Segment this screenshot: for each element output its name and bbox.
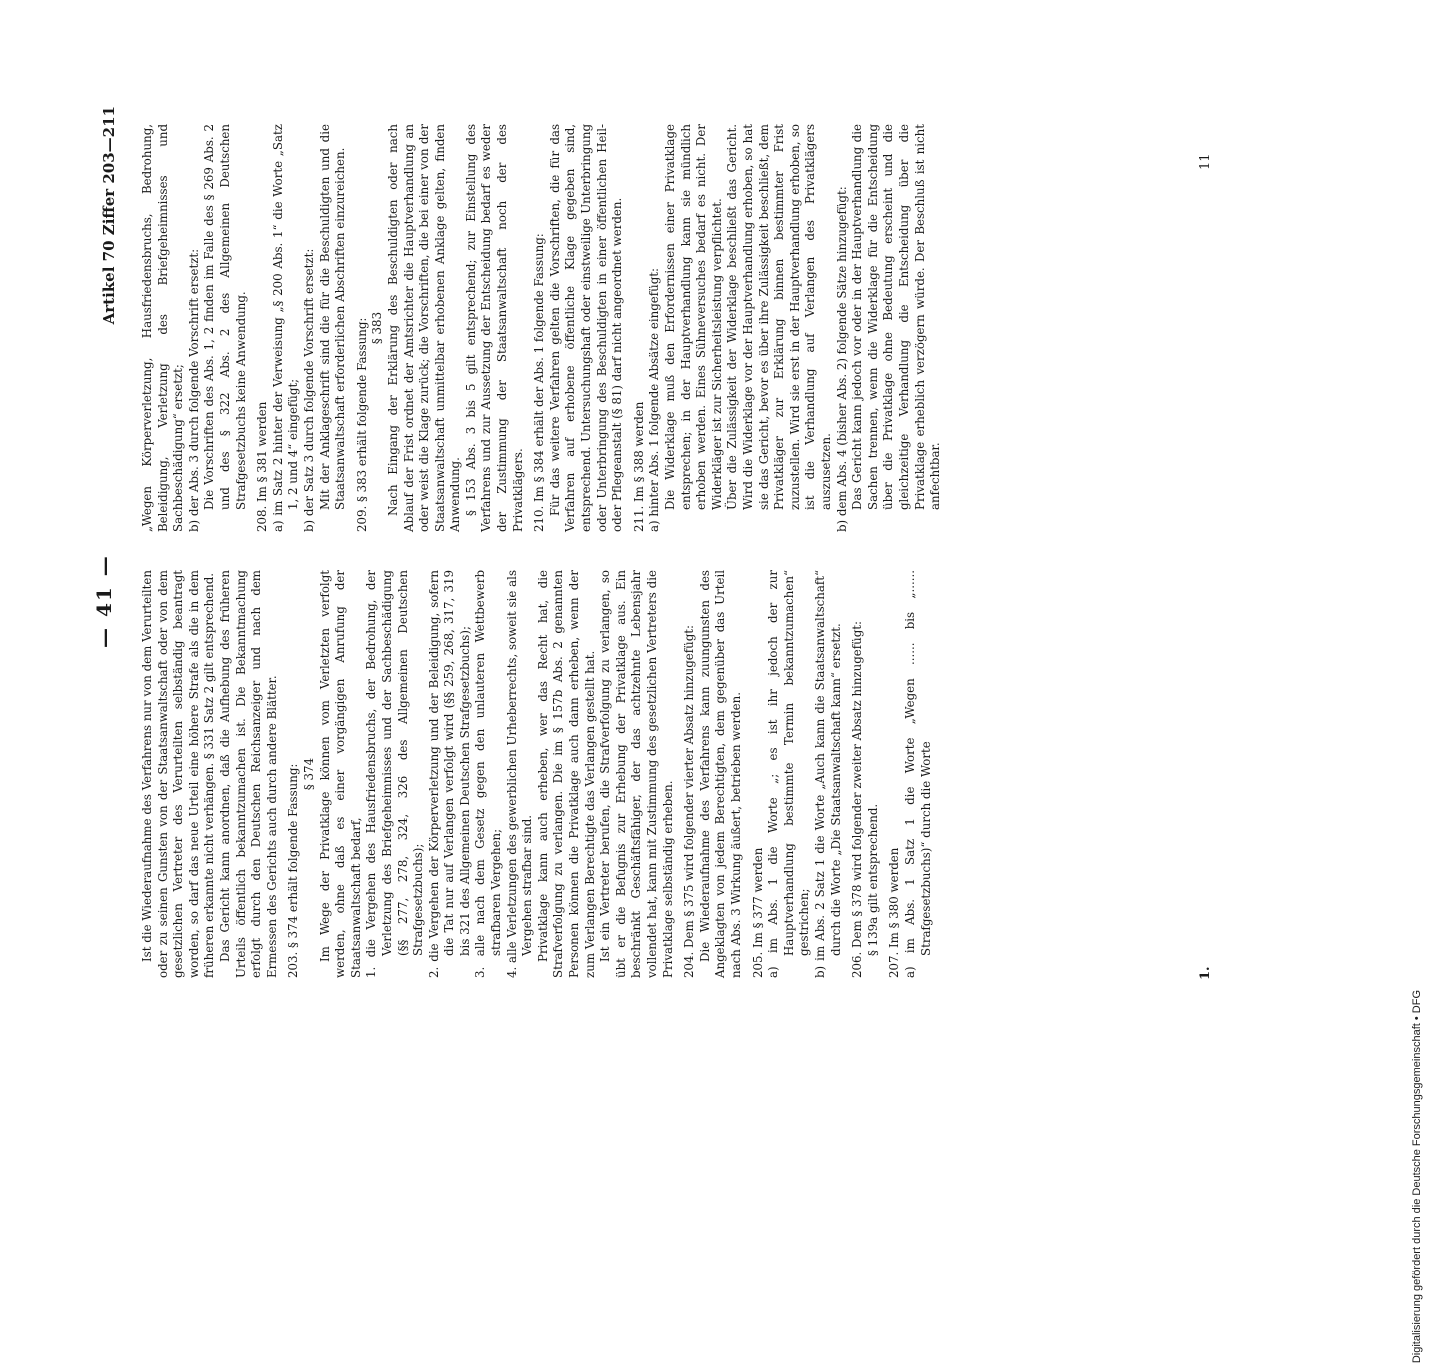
- right-column-paragraph: a) im Satz 2 hinter der Verweisung „§ 200 Abs. 1“ die Worte „Satz 1, 2 und 4“ eingefügt;: [270, 124, 301, 532]
- right-column-paragraph: 211. Im § 388 werden: [631, 401, 646, 532]
- left-column-paragraph: a) im Abs. 1 die Worte „; es ist ihr jedoch der zur Hauptverhandlung bestimmte Termin bekanntzumachen“ gestrichen;: [766, 570, 812, 978]
- left-column-paragraph: Ist die Wiederaufnahme des Verfahrens nur von dem Verurteilten oder zu seinen Gunsten von der Staatsanwaltschaft oder von dem gesetzlichen Vertreter des Verurteilten selbständig beantragt worden, so darf das neue Urteil eine höhere Strafe als die in dem früheren erkannte nicht verhängen. § 331 Satz 2 gilt entsprechend.: [140, 570, 217, 978]
- left-column-paragraph: 206. Dem § 378 wird folgender zweiter Absatz hinzugefügt:: [850, 621, 865, 978]
- signature-mark-left: 1.: [1198, 966, 1213, 980]
- left-column-paragraph: 1. die Vergehen des Hausfriedensbruchs, der Bedrohung, der Verletzung des Briefgeheimnisses und der Sachbeschädigung (§§ 277, 278, 324, 326 des Allgemeinen Deutschen Strafgesetzbuchs);: [364, 570, 426, 978]
- right-column-paragraph: a) hinter Abs. 1 folgende Absätze eingefügt:: [647, 268, 662, 532]
- digitization-credit: [1400, 0, 1434, 1363]
- left-column-paragraph: 204. Dem § 375 wird folgender vierter Absatz hinzugefügt:: [682, 625, 697, 978]
- running-head: Artikel 70 Ziffer 203—211: [100, 106, 118, 325]
- signature-mark-right: 11: [1198, 153, 1213, 170]
- left-column-paragraph: § 139a gilt entsprechend.: [865, 803, 880, 956]
- right-column-paragraph: Über die Zulässigkeit der Widerklage beschließt das Gericht. Wird die Widerklage vor der Hauptverhandlung erhoben, so hat sie das Gericht, bevor es über ihre Zulässigkeit beschließt, dem Privatkläger zur Erklärung binnen bestimmter Frist zuzustellen. Wird sie erst in der Hauptverhandlung erhoben, so ist die Verhandlung auf Verlangen des Privatklägers auszusetzen.: [725, 124, 833, 510]
- left-column-paragraph: § 374: [301, 757, 316, 791]
- left-column-paragraph: 4. alle Verletzungen des gewerblichen Urheberrechts, soweit sie als Vergehen strafbar sind.: [504, 570, 535, 978]
- scanned-page: [92, 70, 1420, 1000]
- left-column-paragraph: 3. alle nach dem Gesetz gegen den unlauteren Wettbewerb strafbaren Vergehen;: [473, 570, 504, 978]
- right-column-paragraph: § 153 Abs. 3 bis 5 gilt entsprechend; zur Einstellung des Verfahrens und zur Aussetzung der Entscheidung bedarf es weder der Zustimmung der Staatsanwaltschaft noch der des Privatklägers.: [463, 124, 525, 532]
- left-column-paragraph: Die Wiederaufnahme des Verfahrens kann zuungunsten des Angeklagten von jedem Berechtigten, dem gegenüber das Urteil nach Abs. 3 Wirkung äußert, betrieben werden.: [697, 570, 743, 978]
- left-column-paragraph: 2. die Vergehen der Körperverletzung und der Beleidigung, sofern die Tat nur auf Verlangen verfolgt wird (§§ 259, 268, 317, 319 bis 321 des Allgemeinen Deutschen Strafgesetzbuchs);: [426, 570, 472, 978]
- right-column-paragraph: § 383: [370, 311, 385, 345]
- right-column-paragraph: 210. Im § 384 erhält der Abs. 1 folgende Fassung:: [532, 233, 547, 532]
- left-column-paragraph: 207. Im § 380 werden: [887, 847, 902, 978]
- right-column-paragraph: 208. Im § 381 werden: [255, 401, 270, 532]
- right-column-paragraph: „Wegen Körperverletzung, Hausfriedensbruchs, Bedrohung, Beleidigung, Verletzung des Briefgeheimnisses und Sachbeschädigung“ ersetzt;: [140, 124, 186, 532]
- left-column-paragraph: b) im Abs. 2 Satz 1 die Worte „Auch kann die Staatsanwaltschaft“ durch die Worte „Die Staatsanwaltschaft kann“ ersetzt.: [812, 570, 843, 978]
- credit-text: Digitalisierung gefördert durch die Deutsche Forschungsgemeinschaft • DFG: [1411, 990, 1423, 1363]
- left-text-column: [140, 570, 934, 978]
- left-column-paragraph: Im Wege der Privatklage können vom Verletzten verfolgt werden, ohne daß es einer vorgängigen Anrufung der Staatsanwaltschaft bedarf,: [317, 570, 363, 978]
- right-column-paragraph: Für das weitere Verfahren gelten die Vorschriften, die für das Verfahren auf erhobene öffentliche Klage gegeben sind, entsprechend. Untersuchungshaft oder einstweilige Unterbringung oder Unterbringung des Beschuldigten in einer öffentlichen Heil- oder Pflegeanstalt (§ 81) darf nicht angeordnet werden.: [547, 124, 625, 532]
- right-column-paragraph: Die Vorschriften des Abs. 1, 2 finden im Falle des § 269 Abs. 2 und des § 322 Abs. 2 des Allgemeinen Deutschen Strafgesetzbuchs keine Anwendung.: [202, 124, 248, 510]
- left-column-paragraph: 203. § 374 erhält folgende Fassung:: [286, 763, 301, 978]
- page-header: [92, 106, 126, 966]
- right-column-paragraph: 209. § 383 erhält folgende Fassung:: [354, 317, 369, 532]
- left-column-paragraph: Das Gericht kann anordnen, daß die Aufhebung des früheren Urteils öffentlich bekanntzumachen ist. Die Bekanntmachung erfolgt durch den Deutschen Reichsanzeiger und nach dem Ermessen des Gerichts auch durch andere Blätter.: [217, 570, 279, 978]
- right-column-paragraph: Nach Eingang der Erklärung des Beschuldigten oder nach Ablauf der Frist ordnet der Amtsrichter die Hauptverhandlung an oder weist die Klage zurück; die Vorschriften, die bei einer von der Staatsanwaltschaft unmittelbar erhobenen Anklage gelten, finden Anwendung.: [385, 124, 463, 532]
- right-column-paragraph: Mit der Anklageschrift sind die für die Beschuldigten und die Staatsanwaltschaft erforderlichen Abschriften einzureichen.: [317, 124, 348, 510]
- right-column-paragraph: Das Gericht kann jedoch vor oder in der Hauptverhandlung die Sachen trennen, wenn die Widerklage für die Entscheidung über die Privatklage ohne Bedeutung erscheint und die gleichzeitige Verhandlung die Entscheidung über die Privatklage erheblich verzögern würde. Der Beschluß ist nicht anfechtbar.: [850, 124, 943, 510]
- right-column-paragraph: b) der Satz 3 durch folgende Vorschrift ersetzt:: [301, 248, 316, 532]
- left-column-paragraph: Ist ein Vertreter berufen, die Strafverfolgung zu verlangen, so übt er die Befugnis zur Erhebung der Privatklage aus. Ein beschränkt Geschäftsfähiger, der das achtzehnte Lebensjahr vollendet hat, kann mit Zustimmung des gesetzlichen Vertreters die Privatklage selbständig erheben.: [598, 570, 675, 978]
- left-column-paragraph: a) im Abs. 1 Satz 1 die Worte „Wegen ...... bis „...... Strafgesetzbuchs)“ durch die Worte: [902, 570, 933, 978]
- left-column-paragraph: 205. Im § 377 werden: [750, 847, 765, 978]
- right-column-paragraph: b) dem Abs. 4 (bisher Abs. 2) folgende Sätze hinzugefügt:: [834, 186, 849, 532]
- right-text-column: [140, 124, 944, 532]
- page-number: — 41 —: [92, 554, 116, 648]
- right-column-paragraph: b) der Abs. 3 durch folgende Vorschrift ersetzt:: [186, 248, 201, 532]
- left-column-paragraph: Privatklage kann auch erheben, wer das Recht hat, die Strafverfolgung zu verlangen. Die im § 157b Abs. 2 genannten Personen können die Privatklage auch dann erheben, wenn der zum Verlangen Berechtigte das Verlangen gestellt hat.: [535, 570, 597, 978]
- right-column-paragraph: Die Widerklage muß den Erfordernissen einer Privatklage entsprechen; in der Hauptverhandlung kann sie mündlich erhoben werden. Eines Sühneversuches bedarf es nicht. Der Widerkläger ist zur Sicherheitsleistung verpflichtet.: [663, 124, 724, 510]
